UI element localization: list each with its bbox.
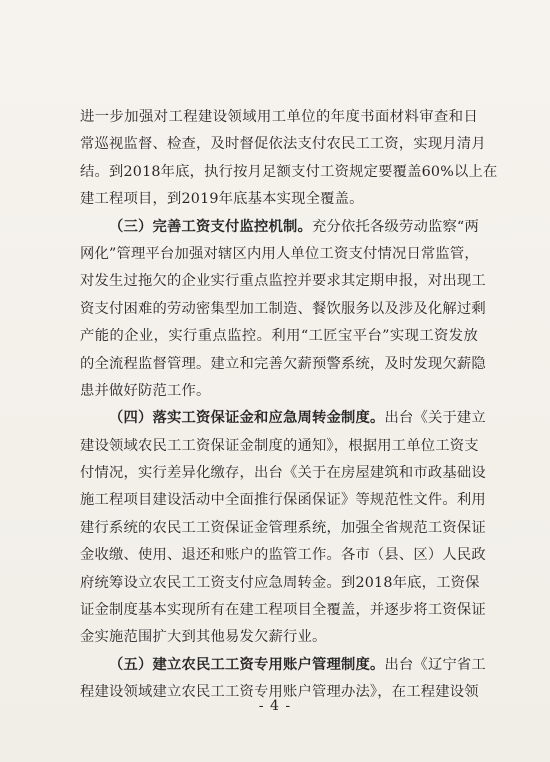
text-line: 患并做好防范工作。 [80,382,211,399]
text-line: 府统筹设立农民工工资支付应急周转金。到2018年底，工资保 [80,574,480,591]
text-line: 建行系统的农民工工资保证金管理系统，加强全省规范工资保证 [80,519,486,536]
section-heading-4: （四）落实工资保证金和应急周转金制度。 [109,410,385,427]
section-first-line [80,214,478,241]
page-number: - 4 - [258,698,292,714]
section-first-text: 出台《辽宁省工 [384,656,486,673]
section-first-line [80,405,486,432]
section-first-text: 出台《关于建立 [384,410,486,427]
text-line: 产能的企业，实行重点监控。利用“工匠宝平台”实现工资发放 [80,328,478,345]
text-line: 施工程项目建设活动中全面推行保函保证》等规范性文件。利用 [80,492,486,509]
text-line: 网化”管理平台加强对辖区内用人单位工资支付情况日常监管， [80,245,479,262]
text-line: 程建设领域建立农民工工资专用账户管理办法》，在工程建设领 [80,684,479,701]
document-body [80,104,498,707]
text-line: 建设领域农民工工资保证金制度的通知》，根据用工单位工资支 [80,437,479,454]
text-line: 常巡视监督、检查，及时督促依法支付农民工工资，实现月清月 [80,136,486,153]
text-line: 结。到2018年底，执行按月足额支付工资规定要覆盖60%以上在 [80,163,498,180]
section-heading-5: （五）建立农民工工资专用账户管理制度。 [109,656,385,673]
text-line: 建工程项目，到2019年底基本实现全覆盖。 [80,191,364,208]
text-line: 证金制度基本实现所有在建工程项目全覆盖，并逐步将工资保证 [80,602,486,619]
text-line: 进一步加强对工程建设领域用工单位的年度书面材料审查和日 [80,109,478,125]
text-line: 付情况，实行差异化缴存，出台《关于在房屋建筑和市政基础设 [80,465,486,482]
text-line: 金收缴、使用、退还和账户的监管工作。各市（县、区）人民政 [80,547,486,564]
text-line: 资支付困难的劳动密集型加工制造、餐饮服务以及涉及化解过剩 [80,300,486,317]
section-heading-3: （三）完善工资支付监控机制。 [109,218,312,235]
text-line: 的全流程监督管理。建立和完善欠薪预警系统，及时发现欠薪隐 [80,355,486,372]
text-line: 对发生过拖欠的企业实行重点监控并要求其定期申报，对出现工 [80,273,486,290]
section-first-text: 充分依托各级劳动监察“两 [311,218,479,235]
text-line: 金实施范围扩大到其他易发欠薪行业。 [80,629,327,646]
section-first-line [80,652,486,679]
